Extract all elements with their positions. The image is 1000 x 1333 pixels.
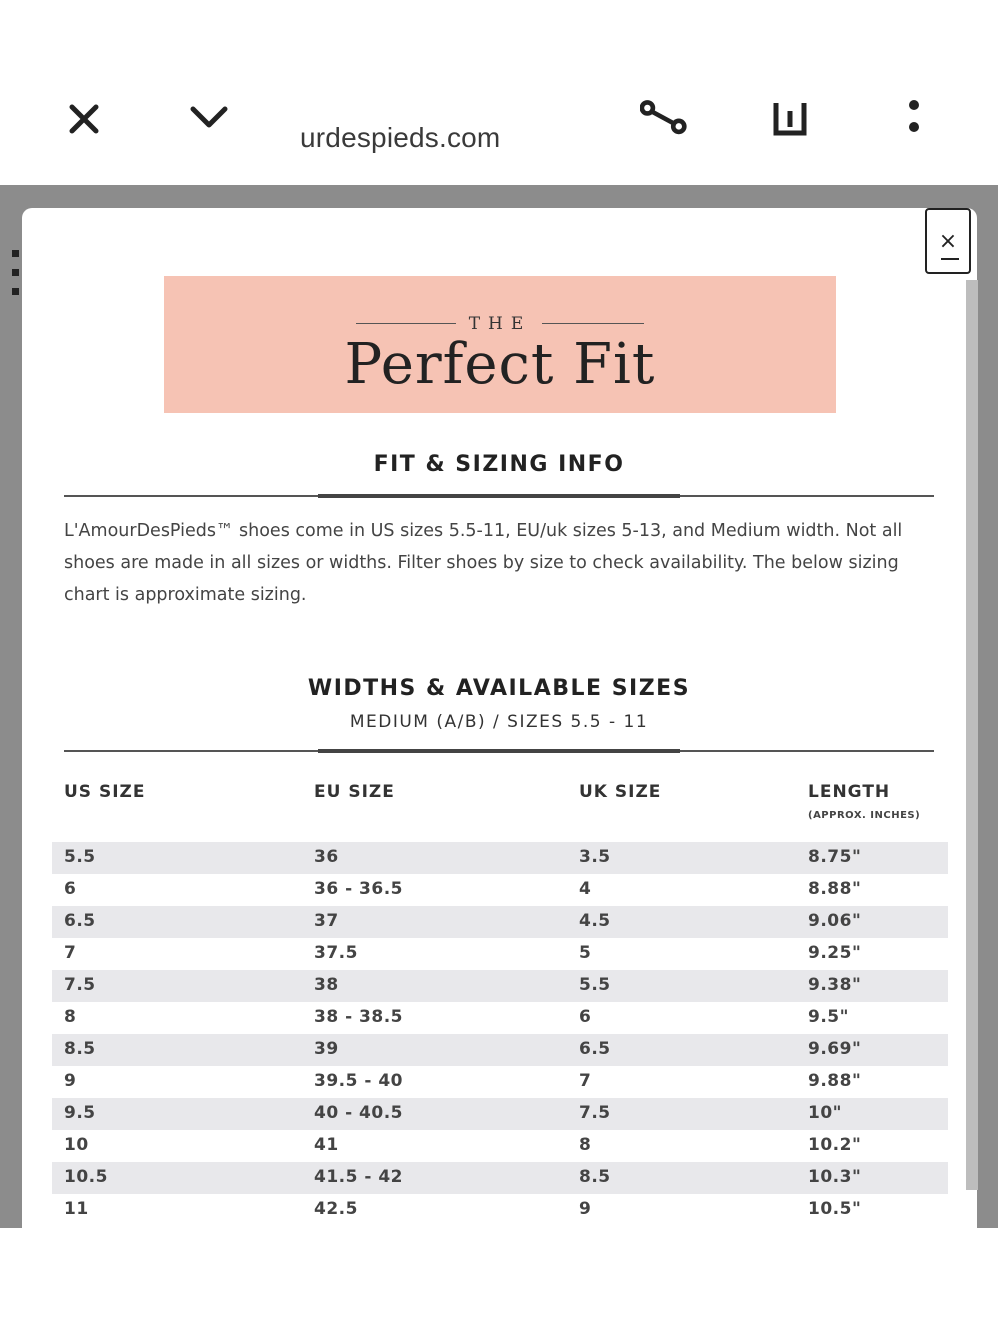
table-row [52, 1130, 948, 1162]
cell-us-size: 8.5 [64, 1039, 96, 1059]
hero-kicker: THE [468, 314, 532, 334]
cell-eu-size: 41 [314, 1135, 339, 1155]
cell-eu-size: 39 [314, 1039, 339, 1059]
section-rule-accent [318, 494, 680, 498]
cell-us-size: 9 [64, 1071, 77, 1091]
hero-banner [164, 276, 836, 413]
cell-us-size: 9.5 [64, 1103, 96, 1123]
cell-eu-size: 39.5 - 40 [314, 1071, 403, 1091]
table-row [52, 1162, 948, 1194]
side-menu-icon[interactable] [12, 250, 20, 307]
section-rule-accent [318, 749, 680, 753]
table-row [52, 842, 948, 874]
cell-uk-size: 3.5 [579, 847, 611, 867]
table-row [52, 906, 948, 938]
cell-length: 8.75" [808, 847, 862, 867]
cell-eu-size: 38 - 38.5 [314, 1007, 403, 1027]
table-row [52, 1002, 948, 1034]
cell-length: 9.69" [808, 1039, 862, 1059]
cell-us-size: 11 [64, 1199, 89, 1219]
header-uk-size: UK SIZE [579, 782, 662, 802]
chevron-down-icon[interactable] [185, 95, 233, 143]
browser-toolbar [0, 0, 1000, 185]
cell-uk-size: 5.5 [579, 975, 611, 995]
sizes-section-title: WIDTHS & AVAILABLE SIZES [307, 676, 691, 701]
table-row [52, 1066, 948, 1098]
close-icon[interactable] [60, 95, 108, 143]
cell-eu-size: 36 [314, 847, 339, 867]
cell-uk-size: 4.5 [579, 911, 611, 931]
more-vert-icon[interactable] [890, 95, 938, 143]
cell-uk-size: 5 [579, 943, 592, 963]
close-icon: × [938, 228, 958, 254]
table-row [52, 970, 948, 1002]
cell-length: 10.2" [808, 1135, 862, 1155]
close-underline [941, 258, 959, 260]
table-row [52, 1034, 948, 1066]
cell-eu-size: 36 - 36.5 [314, 879, 403, 899]
cell-length: 10.3" [808, 1167, 862, 1187]
cell-uk-size: 6 [579, 1007, 592, 1027]
cell-us-size: 8 [64, 1007, 77, 1027]
cell-length: 10.5" [808, 1199, 862, 1219]
cell-length: 10" [808, 1103, 843, 1123]
cell-length: 8.88" [808, 879, 862, 899]
cell-us-size: 10 [64, 1135, 89, 1155]
cell-uk-size: 7 [579, 1071, 592, 1091]
cell-eu-size: 42.5 [314, 1199, 358, 1219]
fit-section-title: FIT & SIZING INFO [373, 452, 625, 477]
cell-uk-size: 8.5 [579, 1167, 611, 1187]
scrollbar[interactable] [966, 280, 978, 1190]
cell-us-size: 6.5 [64, 911, 96, 931]
cell-uk-size: 9 [579, 1199, 592, 1219]
cell-eu-size: 41.5 - 42 [314, 1167, 403, 1187]
size-table-body [52, 842, 948, 1226]
cell-length: 9.5" [808, 1007, 849, 1027]
cell-us-size: 6 [64, 879, 77, 899]
cell-uk-size: 6.5 [579, 1039, 611, 1059]
table-row [52, 874, 948, 906]
cell-uk-size: 8 [579, 1135, 592, 1155]
header-length-note: (APPROX. INCHES) [808, 810, 921, 821]
sizes-section-subtitle: MEDIUM (A/B) / SIZES 5.5 - 11 [349, 712, 649, 732]
hero-divider-right [542, 323, 644, 324]
cell-length: 9.25" [808, 943, 862, 963]
table-row [52, 1098, 948, 1130]
cell-eu-size: 37.5 [314, 943, 358, 963]
header-eu-size: EU SIZE [314, 782, 395, 802]
cell-length: 9.38" [808, 975, 862, 995]
cell-us-size: 5.5 [64, 847, 96, 867]
modal-close-button[interactable] [925, 208, 971, 274]
bookmark-icon[interactable] [766, 95, 814, 143]
size-table-header [64, 782, 944, 832]
cell-us-size: 10.5 [64, 1167, 108, 1187]
cell-length: 9.88" [808, 1071, 862, 1091]
table-row [52, 1194, 948, 1226]
header-us-size: US SIZE [64, 782, 146, 802]
fit-description: L'AmourDesPieds™ shoes come in US sizes 5.5-11, EU/uk sizes 5-13, and Medium width. Not all shoes are made in all sizes or widths. Filter shoes by size to check availability. The below sizing chart is approximate sizing. [64, 521, 903, 605]
hero-title: Perfect Fit [344, 332, 656, 397]
cell-us-size: 7.5 [64, 975, 96, 995]
cell-eu-size: 38 [314, 975, 339, 995]
cell-uk-size: 7.5 [579, 1103, 611, 1123]
table-row [52, 938, 948, 970]
cell-uk-size: 4 [579, 879, 592, 899]
header-length: LENGTH [808, 782, 891, 802]
cell-length: 9.06" [808, 911, 862, 931]
url-text[interactable]: urdespieds.com [300, 122, 501, 153]
cell-us-size: 7 [64, 943, 77, 963]
share-icon[interactable] [640, 95, 688, 143]
cell-eu-size: 40 - 40.5 [314, 1103, 403, 1123]
cell-eu-size: 37 [314, 911, 339, 931]
